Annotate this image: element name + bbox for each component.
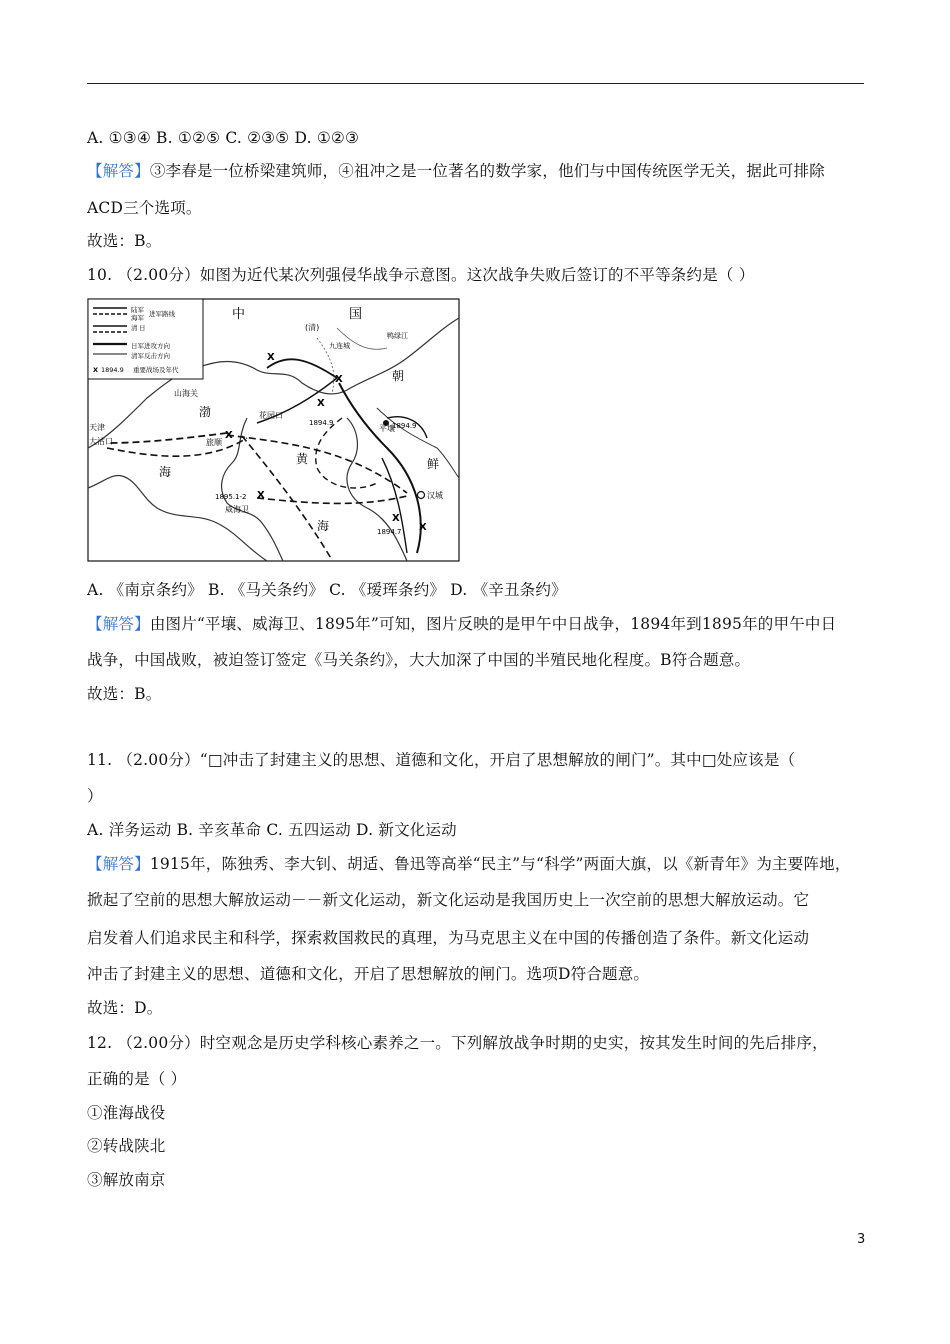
battle-cross-icon: X [419, 522, 427, 533]
battle-cross-icon: X [335, 374, 343, 385]
q9-options: A. ①③④ B. ①②⑤ C. ②③⑤ D. ①②③ [87, 129, 360, 147]
map-label: 中 [232, 307, 246, 322]
map-label: 朝 [392, 369, 405, 383]
q10-answer-line-2: 战争，中国战败，被迫签订签定《马关条约》，大大加深了中国的半殖民地化程度。B符合题意。 [87, 651, 751, 669]
map-label: 海 [317, 519, 330, 533]
header-rule [87, 83, 864, 84]
map-label: 花园口 [259, 411, 283, 420]
legend-label: 进军路线 [149, 310, 175, 318]
legend-label: 陆军 [131, 306, 144, 314]
q11-stem: 11. （2.00分）“□冲击了封建主义的思想、道德和文化，开启了思想解放的闸门”。其中□处应该是（ [87, 751, 796, 769]
legend-label: 日军进攻方向 [131, 342, 170, 350]
map-label: 平壤 [379, 424, 395, 433]
answer-tag: 【解答】 [87, 615, 150, 633]
legend-label: 清军反击方向 [131, 352, 170, 360]
map-label: 大沽口 [89, 437, 113, 446]
battle-cross-icon: X [392, 513, 400, 524]
battle-cross-icon: X [257, 490, 265, 501]
city-marker-icon [418, 492, 425, 499]
map-label: (清) [305, 323, 320, 332]
q10-answer-line-1: 【解答】由图片“平壤、威海卫、1895年”可知，图片反映的是甲午中日战争，1894年到1895年的甲午中日 [87, 615, 837, 633]
map-label: 鸭绿江 [387, 332, 408, 340]
map-label: 渤 [199, 405, 212, 419]
battle-cross-icon: X [225, 430, 233, 441]
q11-stem-cont: ） [87, 787, 103, 805]
map-label: 1894.9 [309, 419, 334, 427]
page-number: 3 [857, 1232, 866, 1247]
q12-stem-cont: 正确的是（ ） [87, 1070, 187, 1088]
legend-label: 日 [139, 324, 146, 332]
q9-answer-line-2: ACD三个选项。 [87, 199, 202, 217]
q11-answer-line-2: 掀起了空前的思想大解放运动－－新文化运动，新文化运动是我国历史上一次空前的思想大解放运动。它 [87, 891, 810, 909]
battle-cross-icon: X [267, 352, 275, 363]
map-label: 鲜 [427, 457, 440, 471]
map-label: 天津 [89, 423, 105, 432]
q9-choice: 故选：B。 [87, 232, 162, 250]
legend-label: 重要战场及年代 [133, 366, 179, 374]
q11-answer-line-1: 【解答】1915年，陈独秀、李大钊、胡适、鲁迅等高举“民主”与“科学”两面大旗，以《新青年》为主要阵地， [87, 855, 851, 873]
q9-answer-line-1: 【解答】③李春是一位桥梁建筑师，④祖冲之是一位著名的数学家，他们与中国传统医学无关，据此可排除 [87, 162, 825, 180]
q12-item-1: ①淮海战役 [87, 1104, 166, 1122]
legend-label: 1894.9 [101, 366, 124, 374]
battle-cross-icon: X [317, 398, 325, 409]
q10-options: A. 《南京条约》 B. 《马关条约》 C. 《瑷珲条约》 D. 《辛丑条约》 [87, 581, 567, 599]
map-label: 九连城 [329, 342, 350, 350]
map-label: 威海卫 [225, 505, 249, 514]
legend-cross-icon: X [93, 366, 99, 374]
q10-choice: 故选：B。 [87, 685, 162, 703]
answer-tag: 【解答】 [87, 162, 150, 180]
legend-label: 清 [131, 324, 138, 332]
map-label: 黄 [296, 452, 309, 466]
q10-stem: 10. （2.00分）如图为近代某次列强侵华战争示意图。这次战争失败后签订的不平等条约是（ ） [87, 266, 755, 284]
map-label: 海 [159, 465, 172, 479]
q11-choice: 故选：D。 [87, 999, 163, 1017]
q12-stem: 12. （2.00分）时空观念是历史学科核心素养之一。下列解放战争时期的史实，按其发生时间的先后排序， [87, 1034, 828, 1052]
q12-item-2: ②转战陕北 [87, 1137, 166, 1155]
war-map-figure [87, 298, 460, 562]
map-label: 国 [349, 307, 363, 322]
map-label: 旅顺 [206, 438, 222, 447]
q11-answer-line-4: 冲击了封建主义的思想、道德和文化，开启了思想解放的闸门。选项D符合题意。 [87, 965, 650, 983]
map-label: 汉城 [427, 491, 443, 500]
q11-answer-line-3: 启发着人们追求民主和科学，探索救国救民的真理，为马克思主义在中国的传播创造了条件。新文化运动 [87, 929, 810, 947]
q11-options: A. 洋务运动 B. 辛亥革命 C. 五四运动 D. 新文化运动 [87, 821, 457, 839]
map-label: 1894.7 [377, 528, 402, 536]
answer-tag: 【解答】 [87, 855, 150, 873]
map-label: 1894.9 [392, 422, 417, 430]
map-label: 1895.1-2 [215, 493, 247, 501]
q12-item-3: ③解放南京 [87, 1171, 166, 1189]
legend-label: 海军 [131, 314, 144, 322]
map-label: 山海关 [174, 389, 198, 398]
